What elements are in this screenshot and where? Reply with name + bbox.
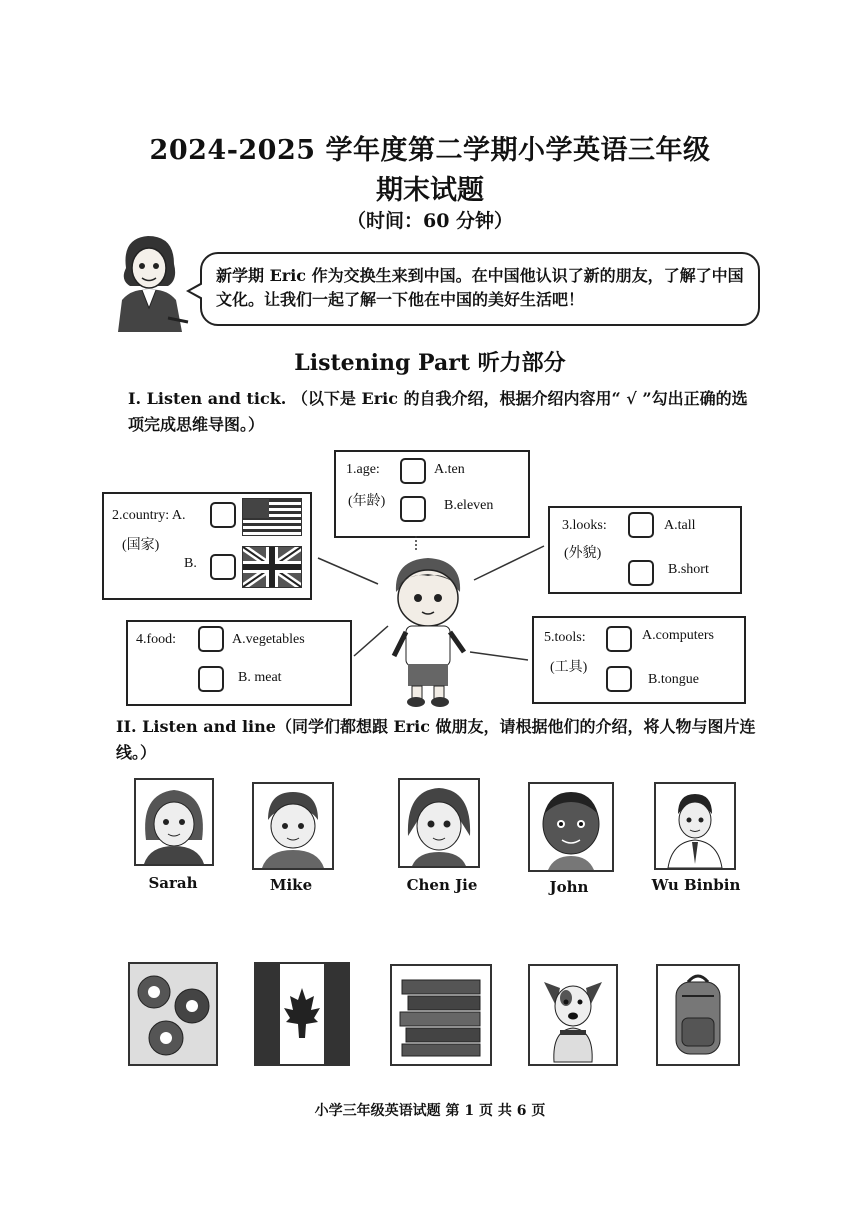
looks-sub-label: (外貌) [564, 546, 602, 561]
exam-time: （时间：60 分钟） [346, 210, 514, 232]
looks-a-label: A.tall [664, 518, 696, 533]
dog-icon [530, 966, 616, 1064]
tools-label: 5.tools: [544, 630, 586, 645]
food-b-label: B. meat [238, 670, 282, 685]
tools-a-label: A.computers [642, 628, 714, 643]
tools-sub-label: (工具) [550, 660, 588, 675]
age-sub-label: (年龄) [348, 494, 386, 509]
looks-label: 3.looks: [562, 518, 607, 533]
girl-face-icon [400, 780, 478, 866]
boy-face-icon [656, 784, 734, 868]
person-name-chen-jie: Chen Jie [406, 876, 478, 894]
chen-jie-picture [398, 778, 480, 868]
backpack-picture [656, 964, 740, 1066]
sarah-picture [134, 778, 214, 866]
books-icon [392, 966, 490, 1064]
john-picture [528, 782, 614, 872]
canada-flag-icon [256, 964, 348, 1064]
listening-heading: Listening Part 听力部分 [294, 350, 566, 376]
eric-boy-illustration [382, 552, 474, 708]
person-name-john: John [549, 878, 589, 896]
boy-face-icon [254, 784, 332, 868]
mooncakes-picture [128, 962, 218, 1066]
girl-face-icon [136, 780, 212, 864]
intro-text: 新学期 Eric 作为交换生来到中国。在中国他认识了新的朋友，了解了中国文化。让我们一起了解一下他在中国的美好生活吧！ [216, 266, 744, 309]
section2-instruction: II. Listen and line（同学们都想跟 Eric 做朋友，请根据他们的介绍，将人物与图片连线。） [116, 717, 756, 762]
exam-title: 2024-2025 学年度第二学期小学英语三年级 [149, 135, 711, 166]
country-label: 2.country: A. [112, 508, 186, 523]
boy-face-icon [530, 784, 612, 870]
tools-b-label: B.tongue [648, 672, 699, 687]
food-label: 4.food: [136, 632, 177, 647]
mooncake-icon [130, 964, 216, 1064]
dog-picture [528, 964, 618, 1066]
person-name-sarah: Sarah [148, 874, 198, 892]
country-sub-label: (国家) [122, 538, 160, 553]
age-a-label: A.ten [434, 462, 465, 477]
page-footer: 小学三年级英语试题 第 1 页 共 6 页 [314, 1103, 546, 1119]
age-label: 1.age: [346, 462, 380, 477]
person-name-wu-binbin: Wu Binbin [651, 876, 741, 894]
section1-instruction: I. Listen and tick. （以下是 Eric 的自我介绍，根据介绍内容用“ √ ”勾出正确的选项完成思维导图。） [128, 389, 748, 434]
wu-binbin-picture [654, 782, 736, 870]
mike-picture [252, 782, 334, 870]
canada-flag-picture [254, 962, 350, 1066]
exam-subtitle: 期末试题 [376, 175, 484, 206]
books-picture [390, 964, 492, 1066]
age-b-label: B.eleven [444, 498, 494, 513]
looks-b-label: B.short [668, 562, 709, 577]
person-name-mike: Mike [269, 876, 313, 894]
food-a-label: A.vegetables [232, 632, 305, 647]
backpack-icon [658, 966, 738, 1064]
country-b-label: B. [184, 556, 197, 571]
